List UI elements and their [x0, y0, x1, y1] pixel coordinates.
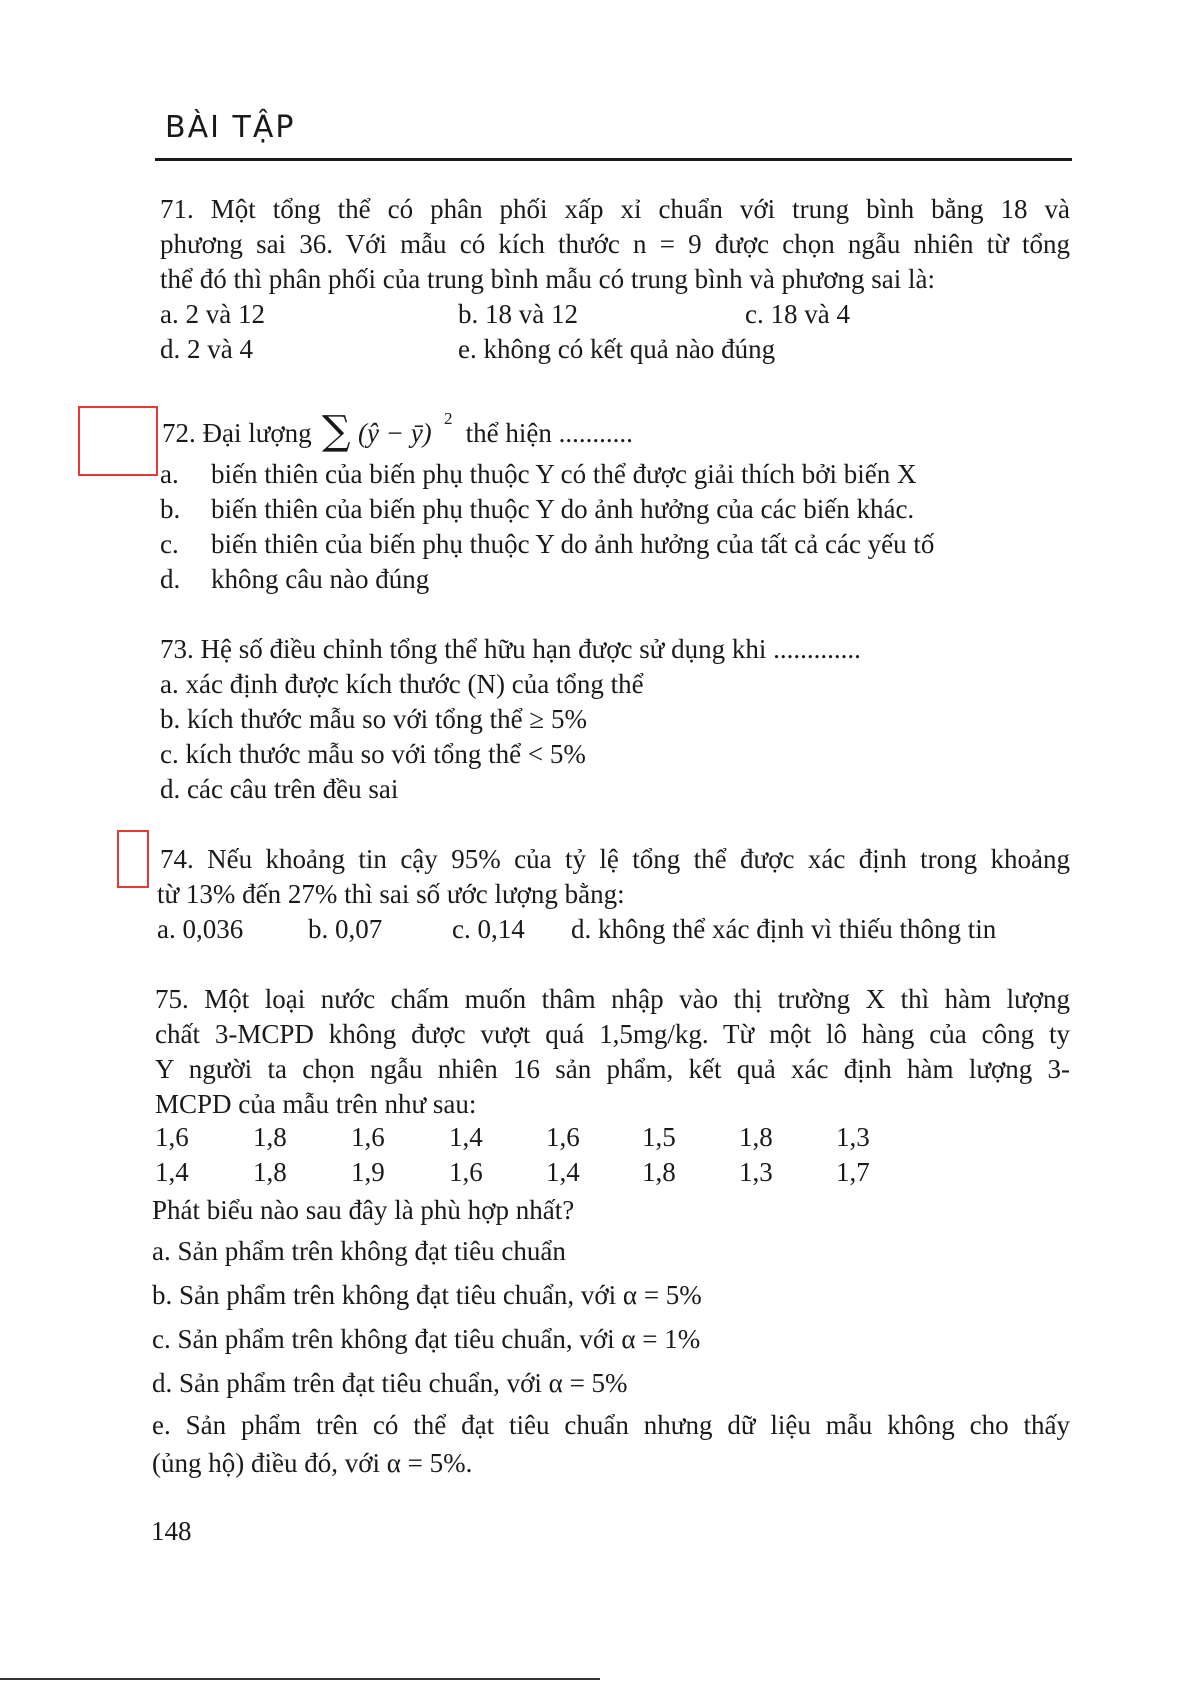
q75-option-e-line2: (ủng hộ) điều đó, với α = 5%.	[152, 1448, 473, 1478]
svg-text:2: 2	[443, 409, 453, 428]
data-cell: 1,8	[253, 1122, 287, 1152]
q73-option-a: a. xác định được kích thước (N) của tổng thể	[160, 669, 644, 699]
data-cell: 1,5	[642, 1122, 676, 1152]
q75-line2: chất 3-MCPD không được vượt quá 1,5mg/kg. Từ một lô hàng của công ty	[155, 1019, 1070, 1049]
q73-stem: 73. Hệ số điều chỉnh tổng thể hữu hạn được sử dụng khi .............	[160, 634, 861, 664]
data-cell: 1,4	[449, 1122, 483, 1152]
q75-line1: 75. Một loại nước chấm muốn thâm nhập vào thị trường X thì hàm lượng	[155, 984, 1070, 1014]
data-cell: 1,4	[155, 1157, 189, 1187]
q72-option-d: không câu nào đúng	[211, 564, 430, 594]
page-number: 148	[151, 1516, 192, 1546]
q75-option-d: d. Sản phẩm trên đạt tiêu chuẩn, với α = 5%	[152, 1368, 628, 1398]
annotation-box-q72	[78, 406, 158, 476]
q72-prefix: 72. Đại lượng	[162, 418, 312, 448]
svg-text:∑: ∑	[321, 408, 351, 452]
q71-line2: phương sai 36. Với mẫu có kích thước n = 9 được chọn ngẫu nhiên từ tổng	[160, 229, 1070, 259]
q74-option-d: d. không thể xác định vì thiếu thông tin	[571, 914, 997, 944]
q74-option-a: a. 0,036	[157, 914, 244, 944]
section-header: BÀI TẬP	[165, 110, 296, 145]
annotation-box-q74	[117, 830, 149, 888]
q73-option-d: d. các câu trên đều sai	[160, 774, 399, 804]
q75-option-c: c. Sản phẩm trên không đạt tiêu chuẩn, với α = 1%	[152, 1324, 701, 1354]
q75-option-e-line1: e. Sản phẩm trên có thể đạt tiêu chuẩn nhưng dữ liệu mẫu không cho thấy	[152, 1410, 1070, 1440]
q74-line1: 74. Nếu khoảng tin cậy 95% của tỷ lệ tổng thể được xác định trong khoảng	[160, 844, 1070, 874]
q72-suffix: thể hiện ...........	[465, 418, 633, 448]
q75-option-a: a. Sản phẩm trên không đạt tiêu chuẩn	[152, 1236, 566, 1266]
data-cell: 1,8	[642, 1157, 676, 1187]
q73-option-c: c. kích thước mẫu so với tổng thể < 5%	[160, 739, 586, 769]
q71-option-d: d. 2 và 4	[160, 334, 253, 364]
data-cell: 1,7	[836, 1157, 870, 1187]
q74-line2: từ 13% đến 27% thì sai số ước lượng bằng:	[157, 879, 625, 909]
data-cell: 1,8	[253, 1157, 287, 1187]
q72-option-a: biến thiên của biến phụ thuộc Y có thể được giải thích bởi biến X	[211, 459, 917, 489]
q74-option-c: c. 0,14	[452, 914, 525, 944]
q71-option-a: a. 2 và 12	[160, 299, 265, 329]
q71-line1: 71. Một tổng thể có phân phối xấp xỉ chuẩn với trung bình bằng 18 và	[160, 194, 1070, 224]
q75-line4: MCPD của mẫu trên như sau:	[155, 1089, 477, 1119]
q72-option-b-label: b.	[160, 494, 181, 524]
data-cell: 1,3	[739, 1157, 773, 1187]
q71-option-c: c. 18 và 4	[745, 299, 850, 329]
data-cell: 1,3	[836, 1122, 870, 1152]
q71-option-e: e. không có kết quả nào đúng	[458, 334, 776, 364]
q72-option-c: biến thiên của biến phụ thuộc Y do ảnh hưởng của tất cả các yếu tố	[211, 529, 935, 559]
q72-option-b: biến thiên của biến phụ thuộc Y do ảnh hưởng của các biến khác.	[211, 494, 915, 524]
q75-line3: Y người ta chọn ngẫu nhiên 16 sản phẩm, kết quả xác định hàm lượng 3-	[155, 1054, 1070, 1084]
data-cell: 1,4	[546, 1157, 580, 1187]
q71-option-b: b. 18 và 12	[458, 299, 578, 329]
q75-question: Phát biểu nào sau đây là phù hợp nhất?	[152, 1195, 575, 1225]
q74-option-b: b. 0,07	[308, 914, 383, 944]
q72-option-a-label: a.	[160, 459, 179, 489]
q71-line3: thể đó thì phân phối của trung bình mẫu có trung bình và phương sai là:	[160, 264, 936, 294]
q72-option-d-label: d.	[160, 564, 181, 594]
svg-text:(ŷ − ȳ): (ŷ − ȳ)	[357, 418, 432, 448]
q72-option-c-label: c.	[160, 529, 179, 559]
data-cell: 1,6	[546, 1122, 580, 1152]
q75-option-b: b. Sản phẩm trên không đạt tiêu chuẩn, với α = 5%	[152, 1280, 702, 1310]
data-cell: 1,6	[155, 1122, 189, 1152]
header-rule	[155, 158, 1072, 161]
data-cell: 1,8	[739, 1122, 773, 1152]
data-cell: 1,9	[351, 1157, 385, 1187]
q73-option-b: b. kích thước mẫu so với tổng thể ≥ 5%	[160, 704, 587, 734]
scan-edge-line	[0, 1678, 600, 1680]
data-cell: 1,6	[449, 1157, 483, 1187]
data-cell: 1,6	[351, 1122, 385, 1152]
sum-formula	[320, 406, 458, 452]
q72-stem	[162, 408, 633, 452]
